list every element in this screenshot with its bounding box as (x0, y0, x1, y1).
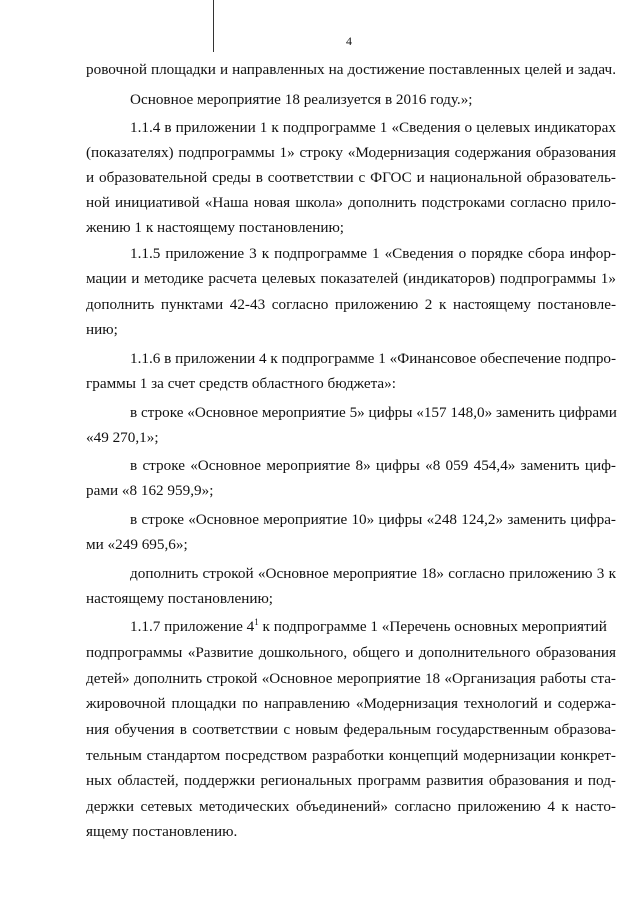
text-line: ния обучения в соответствии с новым федеральным государственным образова- (86, 721, 616, 738)
text-line: «49 270,1»; (86, 429, 159, 446)
text-line: детей» дополнить строкой «Основное мероприятие 18 «Организация работы ста- (86, 670, 616, 687)
text-line: нию; (86, 321, 118, 338)
text-line: мации и методике расчета целевых показателей (индикаторов) подпрограммы 1» (86, 270, 616, 287)
text-line: настоящему постановлению; (86, 590, 274, 607)
text-line: дополнить пунктами 42-43 согласно приложению 2 к настоящему постановле- (86, 296, 616, 313)
superscript: 1 (254, 616, 259, 627)
text-line: и образовательной среды в соответствии с ФГОС и национальной образователь- (86, 169, 616, 186)
text-line: 1.1.5 приложение 3 к подпрограмме 1 «Сведения о порядке сбора инфор- (130, 245, 616, 262)
text-line: рами «8 162 959,9»; (86, 482, 214, 499)
text-line (130, 617, 607, 637)
text-line: ровочной площадки и направленных на достижение поставленных целей и задач. (86, 61, 616, 78)
text-line: подпрограммы «Развитие дошкольного, общего и дополнительного образования (86, 644, 616, 661)
text-line: ной инициативой «Наша новая школа» дополнить подстроками согласно прило- (86, 194, 616, 211)
text-line: жению 1 к настоящему постановлению; (86, 219, 345, 236)
text-line: граммы 1 за счет средств областного бюджета»: (86, 375, 396, 392)
text-line: тельным стандартом посредством разработки концепций модернизации конкрет- (86, 747, 616, 764)
text-line: (показателях) подпрограммы 1» строку «Модернизация содержания образования (86, 144, 616, 161)
page-number: 4 (346, 34, 352, 48)
text-line: 1.1.4 в приложении 1 к подпрограмме 1 «Сведения о целевых индикаторах (130, 119, 616, 136)
text-line: в строке «Основное мероприятие 10» цифры «248 124,2» заменить цифра- (130, 511, 616, 528)
text-line: в строке «Основное мероприятие 5» цифры «157 148,0» заменить цифрами (130, 404, 617, 421)
text-line: 1.1.6 в приложении 4 к подпрограмме 1 «Финансовое обеспечение подпро- (130, 350, 617, 367)
text-line: ми «249 695,6»; (86, 536, 188, 553)
text-line: жировочной площадки по направлению «Модернизация технологий и содержа- (86, 695, 616, 712)
text-fragment: к подпрограмме 1 «Перечень основных мероприятий (258, 618, 607, 635)
text-line: дополнить строкой «Основное мероприятие 18» согласно приложению 3 к (130, 565, 616, 582)
text-fragment: 1.1.7 приложение 4 (130, 618, 255, 635)
text-line: ных областей, поддержки региональных программ развития образования и под- (86, 772, 616, 789)
text-line: в строке «Основное мероприятие 8» цифры «8 059 454,4» заменить циф- (130, 457, 616, 474)
text-line: держки сетевых методических объединений» согласно приложению 4 к насто- (86, 798, 616, 815)
text-line: ящему постановлению. (86, 823, 238, 840)
text-line: Основное мероприятие 18 реализуется в 2016 году.»; (130, 91, 473, 108)
